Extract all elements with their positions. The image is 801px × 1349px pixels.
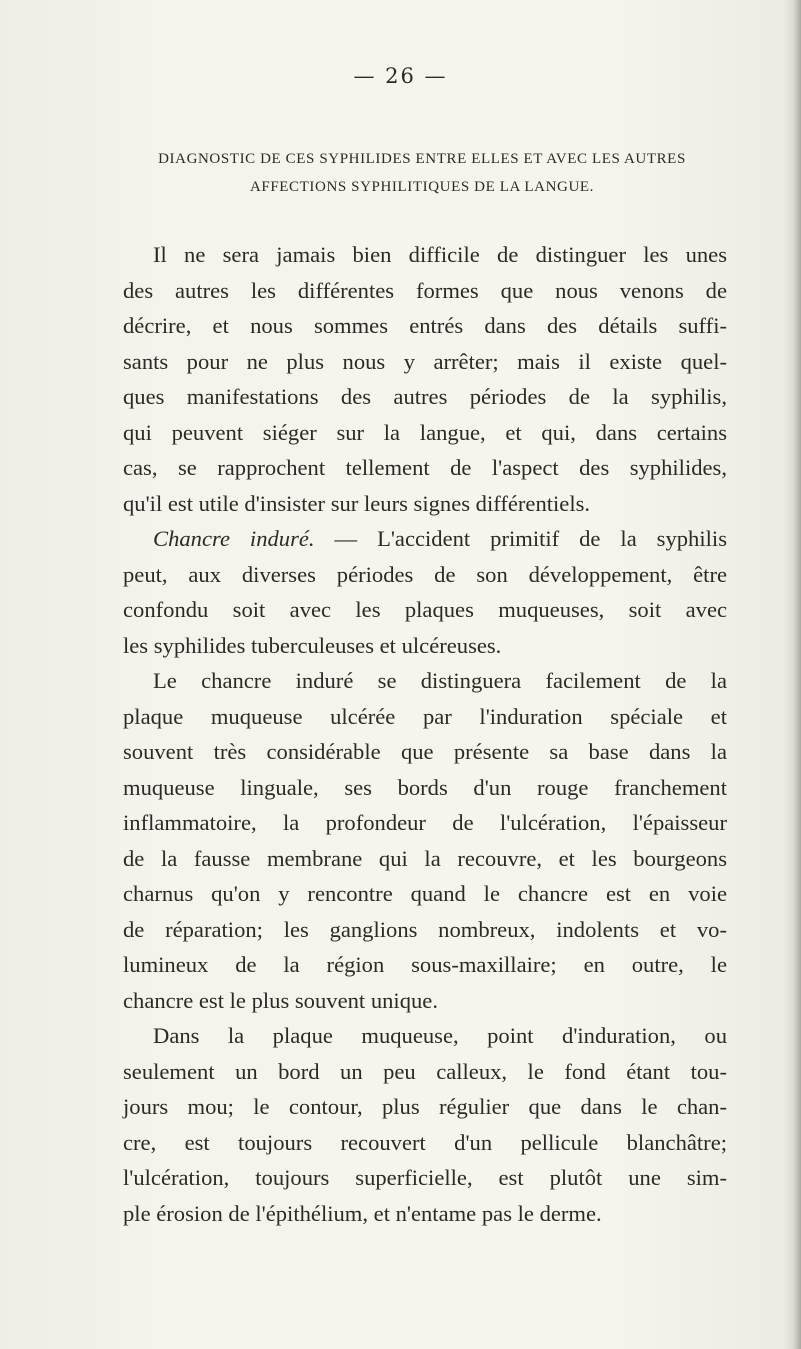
text-line: peut, aux diverses périodes de son développement, être [123, 561, 727, 587]
text-line: confondu soit avec les plaques muqueuses, soit avec [123, 597, 727, 622]
text-span: — L'accident primitif de la syphilis [314, 526, 727, 551]
text-line: souvent très considérable que présente sa base dans la [123, 739, 727, 764]
text-line: plaque muqueuse ulcérée par l'induration spéciale et [123, 703, 727, 729]
text-line: ple érosion de l'épithélium, et n'entame pas le derme. [123, 1200, 602, 1226]
text-line: cas, se rapprochent tellement de l'aspect des syphilides, [123, 455, 727, 480]
italic-subheading: Chancre induré. [153, 526, 315, 551]
text-line: jours mou; le contour, plus régulier que dans le chan- [123, 1094, 727, 1119]
text-line: Le chancre induré se distinguera facilement de la [153, 668, 727, 693]
page-number: — 26 — [353, 64, 448, 88]
text-line: l'ulcération, toujours superficielle, est plutôt une sim- [123, 1165, 727, 1190]
heading-line-1: DIAGNOSTIC DE CES SYPHILIDES ENTRE ELLES ET AVEC LES AUTRES [158, 151, 686, 167]
text-line: Il ne sera jamais bien difficile de distinguer les unes [153, 242, 727, 267]
text-line: qui peuvent siéger sur la langue, et qui, dans certains [123, 419, 727, 445]
text-line: cre, est toujours recouvert d'un pellicule blanchâtre; [123, 1129, 727, 1155]
text-line: sants pour ne plus nous y arrêter; mais il existe quel- [123, 348, 727, 374]
page-edge-shadow [783, 0, 801, 1349]
text-line: ques manifestations des autres périodes de la syphilis, [123, 384, 727, 409]
text-line: des autres les différentes formes que nous venons de [123, 277, 727, 303]
text-line: inflammatoire, la profondeur de l'ulcération, l'épaisseur [123, 810, 727, 835]
text-line: de réparation; les ganglions nombreux, indolents et vo- [123, 916, 727, 942]
text-line-with-italic-lead [153, 522, 727, 562]
text-line: charnus qu'on y rencontre quand le chancre est en voie [123, 881, 727, 906]
text-line: chancre est le plus souvent unique. [123, 987, 438, 1013]
text-line: Dans la plaque muqueuse, point d'induration, ou [153, 1023, 727, 1048]
section-heading [92, 145, 752, 201]
heading-line-2: AFFECTIONS SYPHILITIQUES DE LA LANGUE. [249, 179, 595, 195]
text-line: lumineux de la région sous-maxillaire; en outre, le [123, 952, 727, 977]
text-line: muqueuse linguale, ses bords d'un rouge franchement [123, 774, 727, 800]
text-line: seulement un bord un peu calleux, le fond étant tou- [123, 1058, 727, 1084]
text-line: les syphilides tuberculeuses et ulcéreuses. [123, 632, 502, 658]
text-line: qu'il est utile d'insister sur leurs signes différentiels. [123, 490, 591, 516]
text-line: de la fausse membrane qui la recouvre, et les bourgeons [123, 845, 727, 871]
text-line: décrire, et nous sommes entrés dans des détails suffi- [123, 313, 727, 338]
